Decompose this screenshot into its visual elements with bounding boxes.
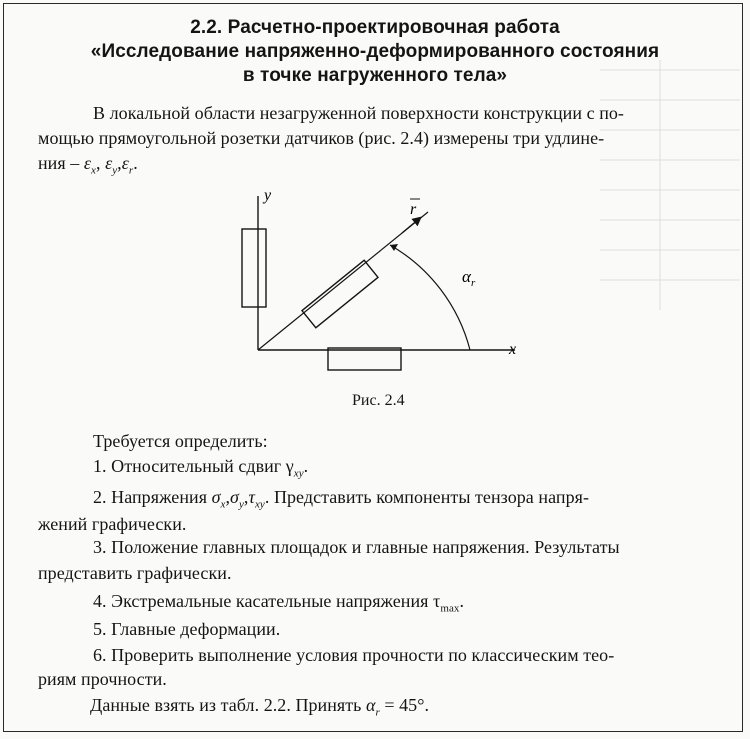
y-axis-label: y [264,187,272,204]
x-axis-label: x [509,341,517,358]
section-title-line-2: «Исследование напряженно-деформированного состояния [90,41,660,62]
intro-line-1: В локальной области незагруженной поверхности конструкции с по- [93,103,624,123]
task-2-line-1: 2. Напряжения $\sigma_x,\sigma_y,\tau_{xy}$. Представить компоненты тензора напря- [93,487,589,511]
r-vector-arrow [402,218,420,233]
intro-line-3: ния – $\varepsilon_x$, $\varepsilon_y,\varepsilon_r$. [38,153,138,177]
task-6-line-1: 6. Проверить выполнение условия прочности по классическим тео- [93,645,615,665]
r-vector-label: r [410,201,417,218]
gauge-x [328,348,401,370]
task-6-line-2: риям прочности. [38,669,167,689]
arc-arrowhead [390,244,398,251]
task-4: 4. Экстремальные касательные напряжения $\tau_{max}$. [93,591,464,615]
tasks-heading: Требуется определить: [93,431,268,451]
section-title-line-1: 2.2. Расчетно-проектировочная работа [190,17,560,38]
bleed-table [600,60,740,320]
task-3-line-2: представить графически. [38,563,232,583]
task-5: 5. Главные деформации. [93,619,281,639]
alpha-r-label: $\alpha_r$ [462,267,476,289]
strain-rosette-figure [230,182,530,382]
intro-line-2: мощью прямоугольной розетки датчиков (рис. 2.4) измерены три удлине- [38,128,605,148]
angle-arc [390,245,470,350]
bleed-through [600,60,740,324]
task-1: 1. Относительный сдвиг $\gamma_{xy}$. [93,456,309,480]
final-instruction: Данные взять из табл. 2.2. Принять $\alpha_r = 45^\circ$. [90,695,430,719]
task-3-line-1: 3. Положение главных площадок и главные напряжения. Результаты [93,537,620,557]
task-2-line-2: жений графически. [38,514,187,534]
figure-caption: Рис. 2.4 [352,392,405,409]
section-title-line-3: в точке нагруженного тела» [242,65,508,86]
gauge-y [242,229,266,307]
gauge-r [302,260,378,327]
